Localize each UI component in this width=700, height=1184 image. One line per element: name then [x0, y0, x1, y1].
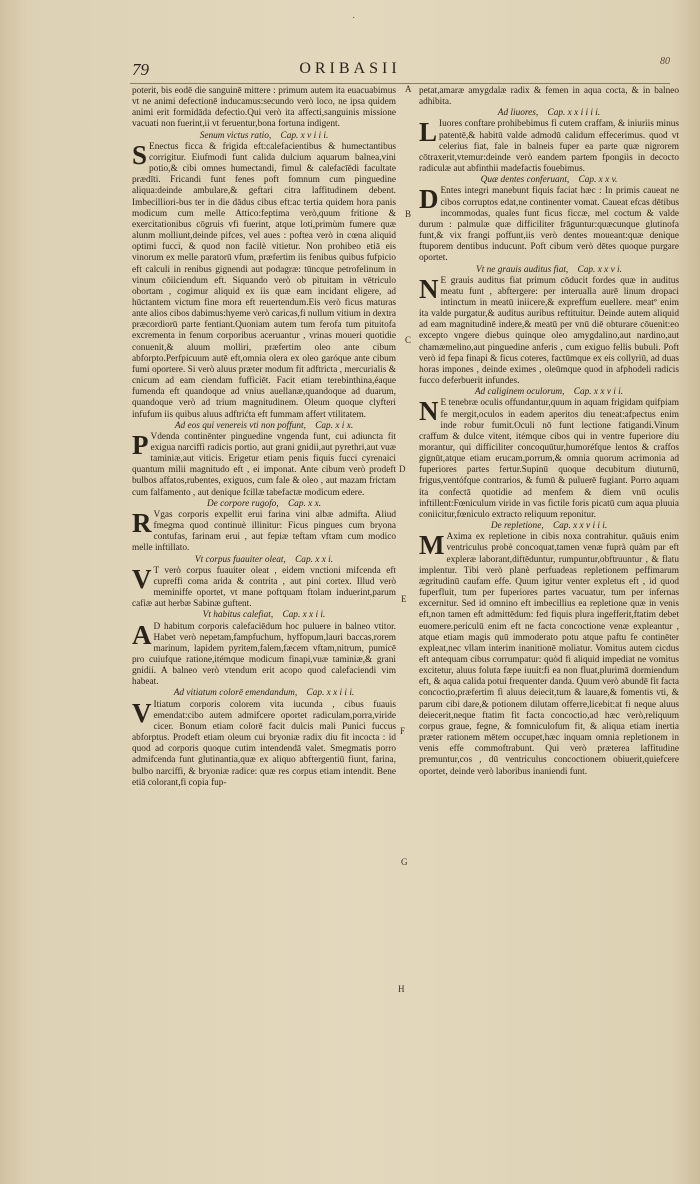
section-heading	[419, 108, 679, 119]
paragraph-text: E grauis auditus fiat primum cōducit fordes quæ in auditus meatu funt , abftergere: per interualla aurē linum dropaci intinctum in meatū iniicere,& expreffum euellere. meatº enim ita valde purgatur,& auditus auribus reftituitur. Deinde autem aliquid ad eam magnitudinē indere,& meatū per vnū diē obturare cōuenit:eo excepto vngere diebus quinque oleo amygdalino,aut nardino,aut chamæmelino,aut pinguedine anferis , cum exiguo fellis bubuli. Poft verò id fepa finapi & ficus coteres, factūmque ex eis collyriū, ad duas horas impones , deinde eximes , oleūmque quod in afphodeli radicis fucco deferbuerit infundes.	[419, 275, 679, 387]
paragraph-text: poterit, bis eodē die sanguinē mittere : primum autem ita euacuabimus vt ne animi defectionē inducamus:secundo verò loco, ne ipsa quidem animi erit formidāda defectio.Qui verò ita affecti,sanguinis missione vacuati non fuerint,ii vt feruentur,bona fortuna indigent.	[132, 86, 396, 130]
chapter-number: Cap. x i x.	[315, 420, 354, 431]
section-title: Ad vitiatum colorē emendandum,	[173, 688, 298, 699]
section-title: Senum victus ratio,	[199, 130, 272, 141]
section-title: Ad eos qui venereis vti non poffunt,	[174, 420, 306, 431]
section-heading	[132, 131, 396, 142]
body-paragraph	[419, 86, 679, 108]
section-heading	[132, 421, 396, 432]
section-heading	[419, 265, 679, 276]
body-paragraph	[419, 532, 679, 777]
drop-cap: L	[419, 117, 438, 148]
chapter-number: Cap. x x v i i.	[573, 387, 624, 398]
drop-cap: M	[419, 530, 445, 561]
chapter-number: Cap. x x v i.	[577, 264, 622, 275]
paragraph-text: petat,amaræ amygdalæ radix & femen in aqua cocta, & in balneo adhibita.	[419, 86, 679, 108]
chapter-number: Cap. x x i.	[295, 554, 334, 565]
chapter-number: Cap. x x i i i i.	[547, 108, 601, 119]
drop-cap: P	[132, 429, 149, 460]
section-title: Ad liuores,	[497, 108, 539, 119]
body-paragraph	[132, 697, 396, 789]
left-column	[132, 86, 396, 789]
body-paragraph	[419, 398, 679, 521]
section-title: Vt ne grauis auditus fiat,	[476, 264, 569, 275]
body-paragraph	[419, 119, 679, 175]
body-paragraph	[419, 186, 679, 264]
right-column	[419, 86, 679, 778]
page-title: ORIBASII	[299, 60, 401, 77]
section-title: Vt habitus calefiat,	[202, 610, 274, 621]
drop-cap: V	[132, 697, 152, 728]
drop-cap: V	[132, 563, 152, 594]
right-page-number: 80	[660, 56, 670, 67]
header-rule	[130, 83, 670, 84]
drop-cap: R	[132, 507, 152, 538]
section-title: Quæ dentes conferuant,	[480, 175, 570, 186]
paragraph-text: Axima ex repletione in cibis noxa contrahitur. quāuis enim ventriculus probè concoquat,tamen venæ fuprà quàm par eft expleræ laborant,diftēduntur, rumpuntur,obftruuntur , & flatu implentur. Tibi verò planè perfuadeas repletionem peffimarum ægritudinū caufam effe. Quum igitur venter expletus eft , id quod fuperfluit, tum per fuperiores partes vacuatur, tum per infernas excernitur. Sed id omnino eft imbecillius ea repletione quæ in venis eft,non tamen eft admittēdum: fed fiquis plura ingefferit,ftatim debet euomere.periculū enim eft ne facta concoctione venæ expleantur , atque etiam magis quū immoderato potu atque paftu fe continēter expleat,nec vllam interim inanitionē moliatur. Vomitus autem cicdus eft antequam cibus corrumpatur: quòd fi aliquid impediat ne vomitus excitetur, aluus foluta fæpe iuuit:fi ea non fluat,plurimā dormiendum eft, & aqua calida potui frequenter danda. Quum verò abundē fit facta concoctio,præfertim fi aluus deiecit,tum & lauare,& fomentis vti, & parum cibi dare,& potionem dilutam offerre,licebit:at fi neque aluus deiecerit,neque ftatim fit facta concoctio,ad hæc verò,reliquum corpus graue, fegne, & fomniculofum fit, & aliqua etiam inertia præter rationem mētem occupet,hæc inquam omnia repletionem in venis effe commoftrabunt. Qui verò præterea laffitudine premuntur,cos , dū ventriculus concoctionem obiuerit,quiefcere oportet, deinde verò laboribus inaniendi funt.	[419, 532, 679, 777]
page-number: 79	[132, 60, 149, 79]
margin-letter-b: B	[405, 209, 412, 219]
section-heading	[419, 387, 679, 398]
margin-letter-e: E	[401, 594, 407, 604]
chapter-number: Cap. x x i i i.	[306, 688, 355, 699]
section-title: De repletione,	[490, 521, 544, 532]
section-heading	[419, 175, 679, 186]
paragraph-text: Enectus ficca & frigida eft:calefacientibus & humectantibus corrigitur. Eiufmodi funt calida dulcium aquarum balnea,vini potio,& cibi omnes humectandi, fimul & calefacīēdi facultate prædīti. Fricandi funt fenes poft fomnum cum pinguedine aliqua:deinde ambulare,& geftari citra laffitudinem debent. Imbecilliori-bus ter in die dādus cibus eft:ac tertia quidem hora panis modicum cum melle Attico:feptima verò,quum fritione & exercitationibus cōgruis vfi fuerint, atque loti,primùm fumere quæ alunm molliunt,deinde pifces, vel aues : poftea verò in cœna aliquid optimi fucci, & quod non facilè vitietur. Non prohibeo etiā eis vinorum ex melle paratorū vfum, præfertim iis fenibus quibus fufpicio eft calculi in renibus gignendi aut podagræ: tūncque petrofelinum in vinum cōiiciendum eft. Siquando verò ob pituitam in vētriculo obortam , cogimur aliquid ex iis quæ eam incidant eligere, ad hūctantem victum fine mora eft reuertendum.Eis verò ficus maturas ante alios cibos dabimus:hyeme verò caricas,fi nullum vitium in dextra præcordiorū parte fentiant.Quoniam autem tum ferofa tum pituitofa excrementa in fenum corporibus aceruantur , vrinas moueri quotidie conuenit,& aluum molliri, præfertim oleo ante cibum abforpto.Perfpicuum autē eft,omnia olera ex oleo garóque ante cibum fumi oportere. Si verò aluus præter modum fit adftricta , mercurialis & cnicum ad eam ciendam fufficiēt. Facit etiam terebinthina,éaque fumenda eft quandoque ad vnius auellanæ,quandoque ad duarum, quandoque verò ad trium magnitudinem. Oleum quoque clyfteri infufum iis quibus aluus adftrićta eft fummam affert vtilitatem.	[132, 141, 396, 420]
body-paragraph	[132, 86, 396, 131]
body-paragraph	[419, 273, 679, 388]
drop-cap: N	[419, 396, 439, 427]
drop-cap: D	[419, 184, 439, 215]
section-title: De corpore rugofo,	[206, 498, 279, 509]
chapter-number: Cap. x x.	[287, 498, 322, 509]
paragraph-text: Itiatum corporis colorem vita iucunda , cibus fuauis emendat:cibo autem admifcere oportet radiculam,porra,viride cicer. Bonum etiam colorē facit dulcis mali Punici fuccus abforptus. Prodeft etiam oleum cui bryoniæ radix diu fit incocta : id quod ad corporis quoque cutim intendendā valet. Smegmatis porro admifcenda funt glutinantia,quæ ex aliquo abftergentiū fiunt, farina, bulbo narciffi, & bryoniæ radice: quæ res corpus etiam intendit. Bene etiā colorant,fi copia fup-	[132, 699, 396, 788]
section-title: Ad caliginem oculorum,	[474, 387, 565, 398]
body-paragraph	[132, 563, 396, 611]
margin-letter-g: G	[401, 857, 408, 867]
chapter-number: Cap. x x v i i i.	[552, 521, 608, 532]
section-heading	[132, 688, 396, 699]
margin-letter-f: F	[400, 726, 406, 736]
running-head	[0, 56, 700, 82]
paragraph-text: D habitum corporis calefaciēdum hoc puluere in balneo vtitor. Habet verò nepetam,fampfuchum, hyffopum,lauri baccas,rorem marinum, lapidem pyritem,falem,fæcem vftam,nitrum, pumicē pro cuiufque ratione,itémque modicum finapi,vuæ taminiæ,& grani gnidii. A balneo verò vtendum erit acopo quod calefaciendi vim habeat.	[132, 621, 396, 688]
section-title: Vt corpus fuauiter oleat,	[194, 554, 286, 565]
paragraph-text: Iuores conftare prohibebimus fi cutem craffam, & iniuriis minus patentē,& habitū valde admodū calidum effecerimus. quod vt celerius fiat, fale in balneis fuper ea parte quæ nigrorem cōtraxerit,vtemur:deinde verò eandem partem fpongiis in decocto radiculæ aut abfinthii madefactis fouebimus.	[419, 119, 679, 175]
drop-cap: A	[132, 619, 152, 650]
paragraph-text: E tenebræ oculis offundantur,quum in aquam frigidam quifpiam fe mergit,oculos in eadem aperitos diu teneat:afpectus enim inde robur fumit.Oculi nō funt lectione fatigandi.Vinum craffum & dulce vitent, itémque cibos qui in ventre fuperiore diu morantur, qui difficiliter concoquūtur,humoréfque lentos & craffos gignūt,atque etiam erucam,porrum,& omnia quorum acrimonia ad fuperiores partes fertur.Supinū quoque decubitum diuturnū, frigus,ventófque contrarios, & fumū & puluerē fugiant. Porro aquam ita confectā quotidie ad menfem & diem vnū oculis inftillent:Fœniculum viride in vas fictile foris picatū cum aqua pluuia coniicitur,fœniculo extracto reliquum reponitur.	[419, 398, 679, 520]
chapter-number: Cap. x x i i.	[282, 610, 326, 621]
section-heading	[419, 521, 679, 532]
margin-letter-c: C	[405, 335, 412, 345]
body-paragraph	[132, 429, 396, 499]
section-heading	[132, 610, 396, 621]
section-heading	[132, 555, 396, 566]
margin-letter-h: H	[398, 984, 405, 994]
section-heading	[132, 499, 396, 510]
paragraph-text: Vdenda continēnter pinguedine vngenda funt, cui adiuncta fit exigua narciffi radicis portio, aut grani gnidii,aut pyrethri,aut vuæ taminiæ,aut viticis. Erigetur etiam penis fiquis fucci cyrenaici quantum milii magnitudo eft , ei imponat. Ante cibum verò prodeft bulbos affatos,rubentes, exiguos, cum fale & oleo , aut mazam frictam cum falfamento , aut denique fcillæ tabefactæ modicum edere.	[132, 431, 396, 498]
chapter-number: Cap. x x v.	[578, 175, 618, 186]
ink-mark: ˙	[352, 16, 356, 27]
margin-letter-a: A	[405, 84, 412, 94]
body-paragraph	[132, 139, 396, 421]
margin-letter-d: D	[399, 464, 406, 474]
paragraph-text: Vgas corporis expellit erui farina vini albæ admifta. Aliud fmegma quod continuè illinitur: Ficus pingues cum bryona contufas, farinam erui , aut fepiæ teftam vftam cum modico melle inftillato.	[132, 509, 396, 554]
body-paragraph	[132, 619, 396, 689]
chapter-number: Cap. x v i i i.	[280, 130, 329, 141]
drop-cap: S	[132, 139, 148, 170]
drop-cap: N	[419, 273, 439, 304]
body-paragraph	[132, 507, 396, 555]
paragraph-text: T verò corpus fuauiter oleat , eidem vnctioni mifcenda eft cupreffi coma arida & contrita , aut pini cortex. Illud verò meminiffe oportet, vt mane poftquam ftolam induerint,parum cafiæ aut herbæ Sabinæ guftent.	[132, 565, 396, 610]
paragraph-text: Entes integri manebunt fiquis faciat hæc : In primis caueat ne cibos corruptos edat,ne continenter vomat. Caueat efcas dētibus incommodas, quales funt ficus ficcæ, mel coctum & valde durum : palmulæ quæ difficiliter frāguntur:quæcunque glutinofa funt,& vix frangi poffunt,iis verò dentes moueant:quæ denique ftuporem dentibus inducunt. Poft cibum verò dētes quoque purgare oportet.	[419, 186, 679, 264]
